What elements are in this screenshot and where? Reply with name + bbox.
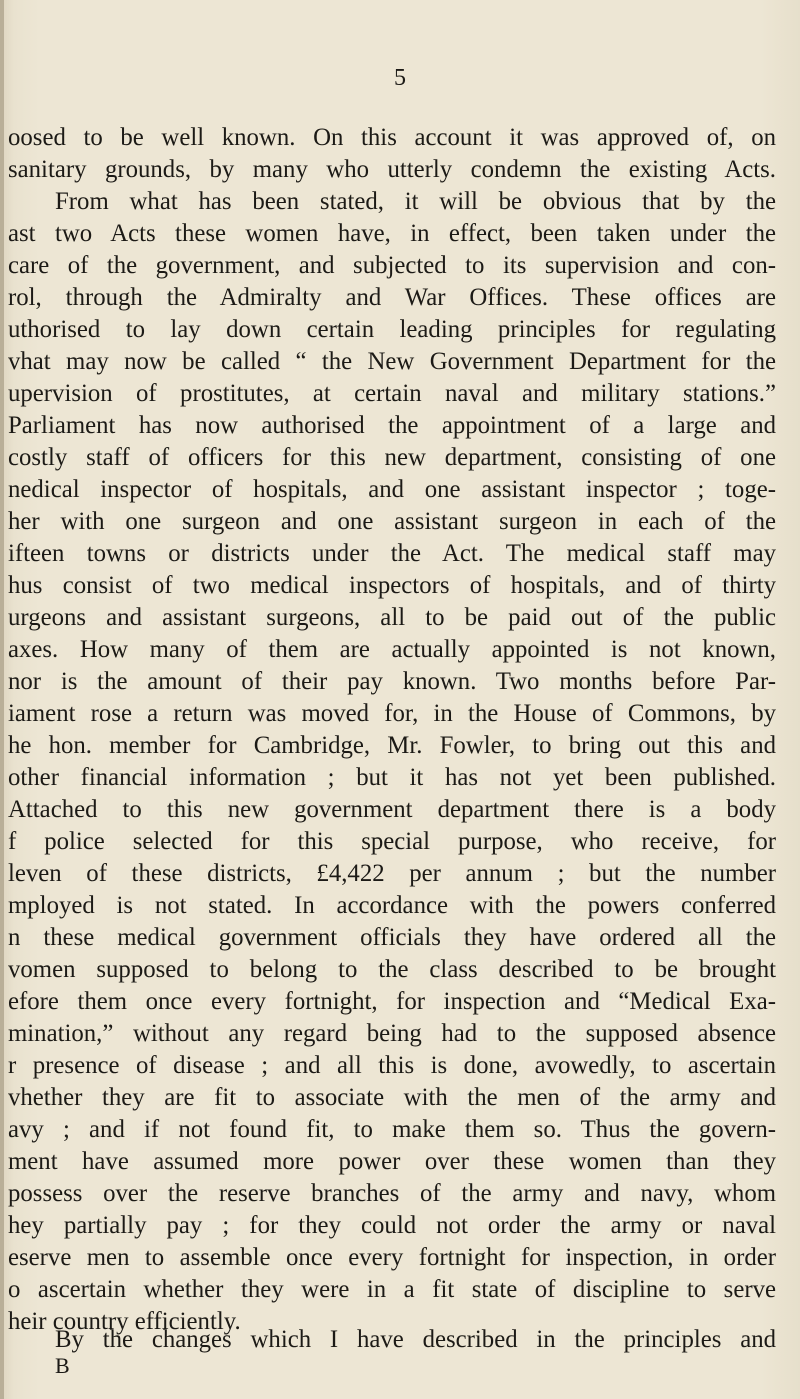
text-line: vhat may now be called “ the New Government Department for the xyxy=(8,348,776,375)
text-line: ifteen towns or districts under the Act. The medical staff may xyxy=(8,540,776,567)
text-line: o ascertain whether they were in a fit state of discipline to serve xyxy=(8,1276,776,1303)
text-line: Attached to this new government department there is a body xyxy=(8,796,776,823)
text-line: iament rose a return was moved for, in the House of Commons, by xyxy=(8,700,776,727)
text-line: nor is the amount of their pay known. Two months before Par- xyxy=(8,668,776,695)
text-line: oosed to be well known. On this account it was approved of, on xyxy=(8,124,776,151)
text-line: ast two Acts these women have, in effect, been taken under the xyxy=(8,220,776,247)
text-line: avy ; and if not found fit, to make them so. Thus the govern- xyxy=(8,1116,776,1143)
text-line: nedical inspector of hospitals, and one assistant inspector ; toge- xyxy=(8,476,776,503)
text-line: rol, through the Admiralty and War Offices. These offices are xyxy=(8,284,776,311)
text-line: other financial information ; but it has not yet been published. xyxy=(8,764,776,791)
text-line: upervision of prostitutes, at certain naval and military stations.” xyxy=(8,380,776,407)
text-line: hey partially pay ; for they could not order the army or naval xyxy=(8,1212,776,1239)
text-line: sanitary grounds, by many who utterly condemn the existing Acts. xyxy=(8,156,776,183)
text-line: possess over the reserve branches of the army and navy, whom xyxy=(8,1180,776,1207)
text-line: ment have assumed more power over these women than they xyxy=(8,1148,776,1175)
text-line: By the changes which I have described in the principles and xyxy=(55,1326,776,1353)
text-line: n these medical government officials they have ordered all the xyxy=(8,924,776,951)
text-line: mployed is not stated. In accordance with the powers conferred xyxy=(8,892,776,919)
text-line: eserve men to assemble once every fortnight for inspection, in order xyxy=(8,1244,776,1271)
text-line: her with one surgeon and one assistant surgeon in each of the xyxy=(8,508,776,535)
text-line: Parliament has now authorised the appointment of a large and xyxy=(8,412,776,439)
text-line: vhether they are fit to associate with the men of the army and xyxy=(8,1084,776,1111)
text-line: costly staff of officers for this new department, consisting of one xyxy=(8,444,776,471)
text-line: uthorised to lay down certain leading principles for regulating xyxy=(8,316,776,343)
text-line: vomen supposed to belong to the class described to be brought xyxy=(8,956,776,983)
printer-signature: B xyxy=(55,1353,70,1378)
text-line: he hon. member for Cambridge, Mr. Fowler, to bring out this and xyxy=(8,732,776,759)
text-line: r presence of disease ; and all this is done, avowedly, to ascertain xyxy=(8,1052,776,1079)
text-line: From what has been stated, it will be obvious that by the xyxy=(55,188,776,215)
text-line: axes. How many of them are actually appointed is not known, xyxy=(8,636,776,663)
text-line: mination,” without any regard being had to the supposed absence xyxy=(8,1020,776,1047)
text-line: urgeons and assistant surgeons, all to be paid out of the public xyxy=(8,604,776,631)
text-line: efore them once every fortnight, for inspection and “Medical Exa- xyxy=(8,988,776,1015)
page-number: 5 xyxy=(394,65,406,91)
text-line: hus consist of two medical inspectors of hospitals, and of thirty xyxy=(8,572,776,599)
text-line: care of the government, and subjected to its supervision and con- xyxy=(8,252,776,279)
text-line: heir country efficiently. xyxy=(8,1308,241,1335)
text-line: leven of these districts, £4,422 per annum ; but the number xyxy=(8,860,776,887)
text-line: f police selected for this special purpose, who receive, for xyxy=(8,828,776,855)
